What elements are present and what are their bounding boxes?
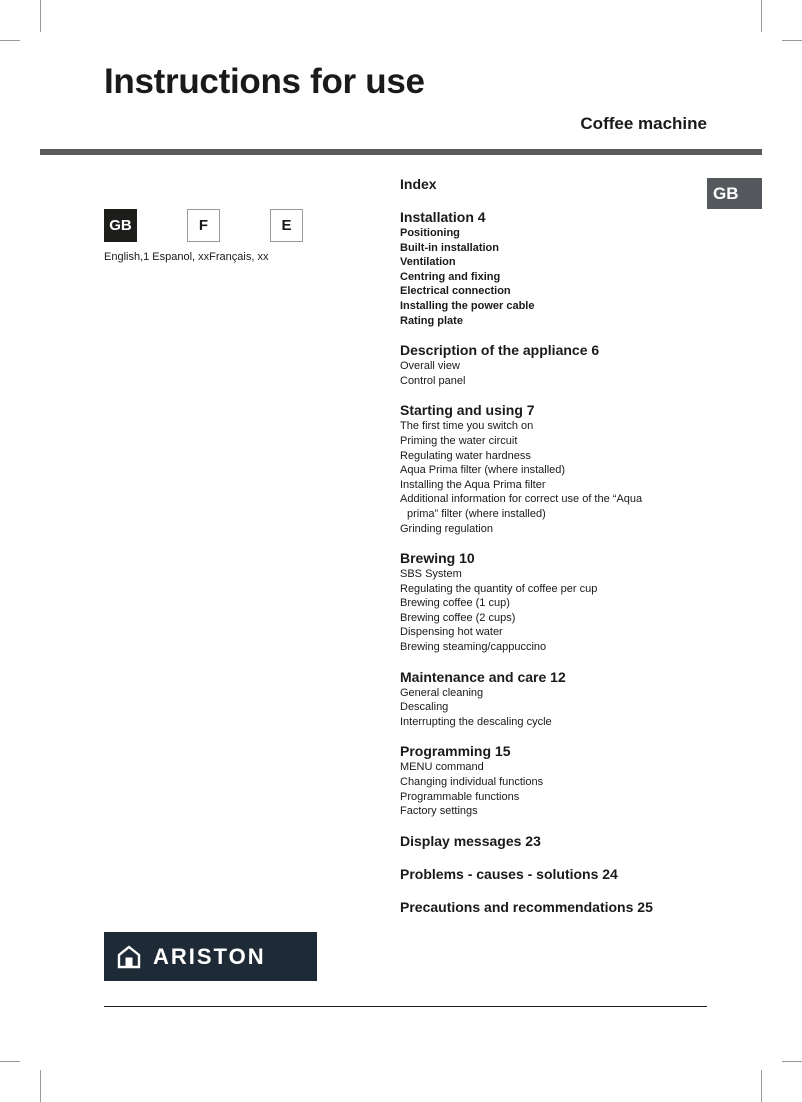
index-item: Overall view xyxy=(400,360,460,373)
section-title: Starting and using 7 xyxy=(400,402,535,419)
index-item: Changing individual functions xyxy=(400,776,544,789)
index-title: Index xyxy=(400,176,437,192)
language-box-e[interactable]: E xyxy=(270,209,303,242)
crop-mark-bottom-right-h xyxy=(782,1061,802,1062)
page-title: Instructions for use xyxy=(104,62,425,101)
crop-mark-top-left-v xyxy=(40,0,41,32)
index-section-description xyxy=(400,342,700,388)
index-item: Priming the water circuit xyxy=(400,434,518,447)
index-item: Interrupting the descaling cycle xyxy=(400,715,552,728)
index-item: Brewing coffee (2 cups) xyxy=(400,611,516,624)
index-item: Factory settings xyxy=(400,805,478,818)
index-item: MENU command xyxy=(400,761,484,774)
section-title: Brewing 10 xyxy=(400,550,475,567)
product-subtitle: Coffee machine xyxy=(580,114,707,133)
logo-text: ARISTON xyxy=(153,943,266,969)
index-item: Ventilation xyxy=(400,256,456,269)
index-section-programming xyxy=(400,743,700,818)
index-section-installation xyxy=(400,209,700,328)
index-item: prima” filter (where installed) xyxy=(407,507,546,520)
section-title: Description of the appliance 6 xyxy=(400,342,600,359)
section-title: Precautions and recommendations 25 xyxy=(400,898,653,915)
crop-mark-bottom-left-h xyxy=(0,1061,20,1062)
index-item: Built-in installation xyxy=(400,241,499,254)
header-rule xyxy=(40,149,762,155)
index-item: Brewing steaming/cappuccino xyxy=(400,641,547,654)
section-title: Display messages 23 xyxy=(400,832,541,849)
index-list xyxy=(400,176,700,932)
index-item: Programmable functions xyxy=(400,790,520,803)
index-item: Positioning xyxy=(400,227,460,239)
index-section-problems xyxy=(400,866,700,883)
index-item: Aqua Prima filter (where installed) xyxy=(400,464,566,477)
index-item: General cleaning xyxy=(400,686,484,699)
index-item: Rating plate xyxy=(400,314,463,327)
index-section-display-messages xyxy=(400,833,700,850)
index-item: SBS System xyxy=(400,568,462,581)
ariston-logo xyxy=(104,932,317,981)
language-box-gb[interactable]: GB xyxy=(104,209,137,242)
section-title: Maintenance and care 12 xyxy=(400,668,566,685)
index-section-precautions xyxy=(400,899,700,916)
crop-mark-top-left-h xyxy=(0,40,20,41)
crop-mark-top-right-v xyxy=(761,0,762,32)
index-section-brewing xyxy=(400,550,700,655)
index-item: Centring and fixing xyxy=(400,270,501,283)
index-item: Electrical connection xyxy=(400,285,511,298)
language-tab: GB xyxy=(707,178,762,209)
language-note: English,1 Espanol, xxFrançais, xx xyxy=(104,251,269,263)
index-item: The first time you switch on xyxy=(400,420,534,433)
index-item: Descaling xyxy=(400,701,449,714)
section-title: Installation 4 xyxy=(400,209,486,225)
index-item: Installing the Aqua Prima filter xyxy=(400,478,546,491)
crop-mark-bottom-left-v xyxy=(40,1070,41,1102)
index-item: Installing the power cable xyxy=(400,299,535,312)
section-title: Programming 15 xyxy=(400,743,511,760)
index-item: Additional information for correct use of the “Aqua xyxy=(400,493,643,506)
index-section-starting xyxy=(400,402,700,536)
index-item: Regulating water hardness xyxy=(400,449,531,462)
house-icon xyxy=(117,945,141,969)
crop-mark-bottom-right-v xyxy=(761,1070,762,1102)
section-title: Problems - causes - solutions 24 xyxy=(400,865,618,882)
index-item: Control panel xyxy=(400,374,466,387)
index-section-maintenance xyxy=(400,669,700,730)
index-item: Brewing coffee (1 cup) xyxy=(400,597,510,610)
footer-rule xyxy=(104,1006,707,1007)
index-item: Regulating the quantity of coffee per cup xyxy=(400,582,598,595)
index-item: Dispensing hot water xyxy=(400,626,503,639)
index-item: Grinding regulation xyxy=(400,522,493,535)
crop-mark-top-right-h xyxy=(782,40,802,41)
language-box-f[interactable]: F xyxy=(187,209,220,242)
